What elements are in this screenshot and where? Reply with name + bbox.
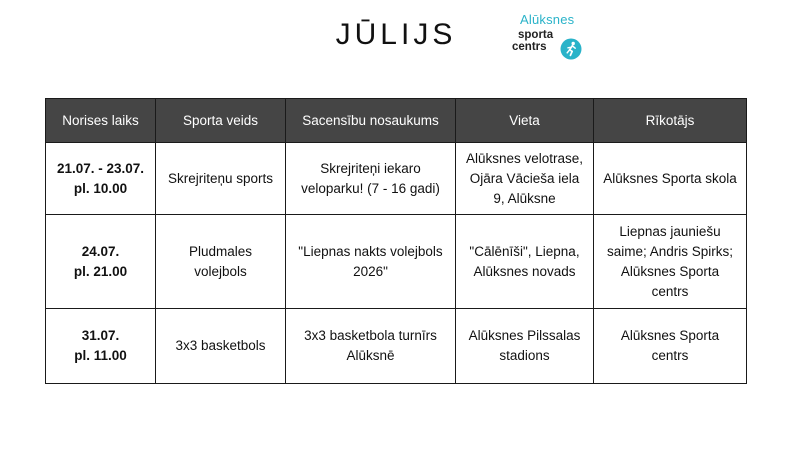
cell-sport — [156, 215, 286, 309]
cell-line: "Cālēnīši", Liepna, — [469, 243, 580, 259]
logo-line-2: sporta — [518, 29, 554, 41]
page-title: JŪLIJS — [335, 18, 457, 51]
cell-line: 3x3 basketbols — [175, 338, 266, 353]
cell-line: 9, Alūksne — [493, 190, 556, 206]
cell-line: pl. 11.00 — [74, 348, 127, 363]
cell-line: 24.07. — [81, 243, 120, 259]
cell-line: Alūksnes Sporta — [620, 328, 720, 343]
column-header-event-name: Sacensību nosaukums — [286, 99, 456, 143]
cell-line: Liepnas jauniešu — [619, 223, 721, 239]
cell-line: Pludmales — [188, 243, 253, 259]
cell-line: "Liepnas nakts volejbols — [298, 243, 443, 259]
cell-time — [46, 309, 156, 384]
cell-line: veloparku! (7 - 16 gadi) — [301, 180, 440, 196]
events-table — [45, 98, 747, 384]
cell-line: 21.07. - 23.07. — [56, 160, 145, 176]
cell-line: 2026" — [353, 263, 388, 279]
logo — [510, 12, 590, 64]
table-row — [46, 143, 747, 215]
cell-organizer — [594, 143, 747, 215]
table-row — [46, 309, 747, 384]
column-header-time: Norises laiks — [46, 99, 156, 143]
cell-sport — [156, 309, 286, 384]
cell-line: Ojāra Vācieša iela — [469, 170, 580, 186]
cell-line: Skrejriteņu sports — [167, 170, 274, 186]
cell-line: pl. 21.00 — [73, 263, 128, 279]
cell-line: pl. 10.00 — [73, 180, 128, 196]
cell-line: Alūksnes velotrase, — [465, 150, 584, 166]
cell-event-name — [286, 309, 456, 384]
cell-time — [46, 215, 156, 309]
cell-sport — [156, 143, 286, 215]
cell-organizer — [594, 309, 747, 384]
column-header-sport: Sporta veids — [156, 99, 286, 143]
cell-event-name — [286, 143, 456, 215]
table-header-row — [46, 99, 747, 143]
cell-line: 3x3 basketbola turnīrs — [304, 328, 437, 343]
cell-line: 31.07. — [81, 328, 120, 343]
cell-line: centrs — [651, 348, 689, 363]
cell-line: Alūksnes Pilssalas — [468, 328, 581, 343]
cell-line: saime; Andris Spirks; — [606, 243, 734, 259]
cell-event-name — [286, 215, 456, 309]
cell-time — [46, 143, 156, 215]
table-row — [46, 215, 747, 309]
cell-venue — [456, 309, 594, 384]
cell-line: volejbols — [194, 263, 247, 279]
logo-line-1: Alūksnes — [520, 12, 575, 27]
runner-icon — [560, 38, 582, 60]
column-header-venue: Vieta — [456, 99, 594, 143]
column-header-organizer: Rīkotājs — [594, 99, 747, 143]
cell-line: centrs — [651, 283, 689, 299]
cell-venue — [456, 215, 594, 309]
cell-line: Alūksnes Sporta — [620, 263, 720, 279]
cell-line: Skrejriteņi iekaro — [320, 160, 421, 176]
logo-line-3: centrs — [512, 41, 547, 53]
cell-line: Alūksnes novads — [473, 263, 576, 279]
cell-line: Alūksnē — [346, 348, 395, 363]
cell-line: stadions — [499, 348, 550, 363]
cell-line: Alūksnes Sporta skola — [603, 170, 737, 186]
cell-organizer — [594, 215, 747, 309]
cell-venue — [456, 143, 594, 215]
